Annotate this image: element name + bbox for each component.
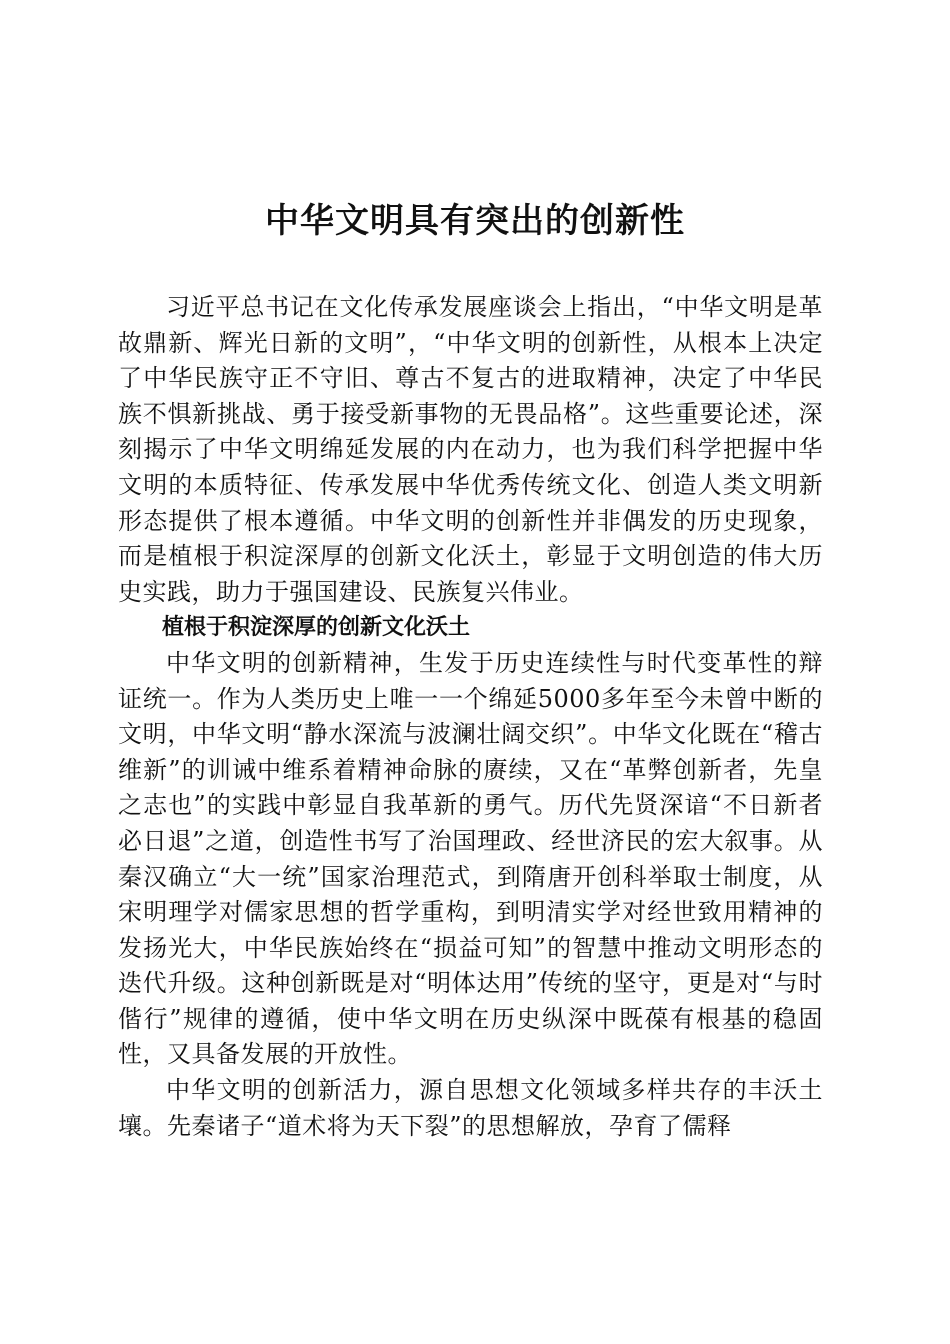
section-paragraph-1: 中华文明的创新精神，生发于历史连续性与时代变革性的辩证统一。作为人类历史上唯一一个绵延5000多年至今未曾中断的文明，中华文明“静水深流与波澜壮阔交织”。中华文化既在“稽古维新”的训诫中维系着精神命脉的赓续，又在“革弊创新者，先皇之志也”的实践中彰显自我革新的勇气。历代先贤深谙“不日新者必日退”之道，创造性书写了治国理政、经世济民的宏大叙事。从秦汉确立“大一统”国家治理范式，到隋唐开创科举取士制度，从宋明理学对儒家思想的哲学重构，到明清实学对经世致用精神的发扬光大，中华民族始终在“损益可知”的智慧中推动文明形态的迭代升级。这种创新既是对“明体达用”传统的坚守，更是对“与时偕行”规律的遵循，使中华文明在历史纵深中既葆有根基的稳固性，又具备发展的开放性。 [118,648,823,1069]
section-heading: 植根于积淀深厚的创新文化沃土 [162,615,471,641]
section-paragraph-2: 中华文明的创新活力，源自思想文化领域多样共存的丰沃土壤。先秦诸子“道术将为天下裂”的思想解放，孕育了儒释 [118,1076,823,1140]
page-title: 中华文明具有突出的创新性 [265,201,685,241]
intro-paragraph: 习近平总书记在文化传承发展座谈会上指出，“中华文明是革故鼎新、辉光日新的文明”，“中华文明的创新性，从根本上决定了中华民族守正不守旧、尊古不复古的进取精神，决定了中华民族不惧新挑战、勇于接受新事物的无畏品格”。这些重要论述，深刻揭示了中华文明绵延发展的内在动力，也为我们科学把握中华文明的本质特征、传承发展中华优秀传统文化、创造人类文明新形态提供了根本遵循。中华文明的创新性并非偶发的历史现象，而是植根于积淀深厚的创新文化沃土，彰显于文明创造的伟大历史实践，助力于强国建设、民族复兴伟业。 [118,293,823,606]
document-body [118,290,823,1144]
